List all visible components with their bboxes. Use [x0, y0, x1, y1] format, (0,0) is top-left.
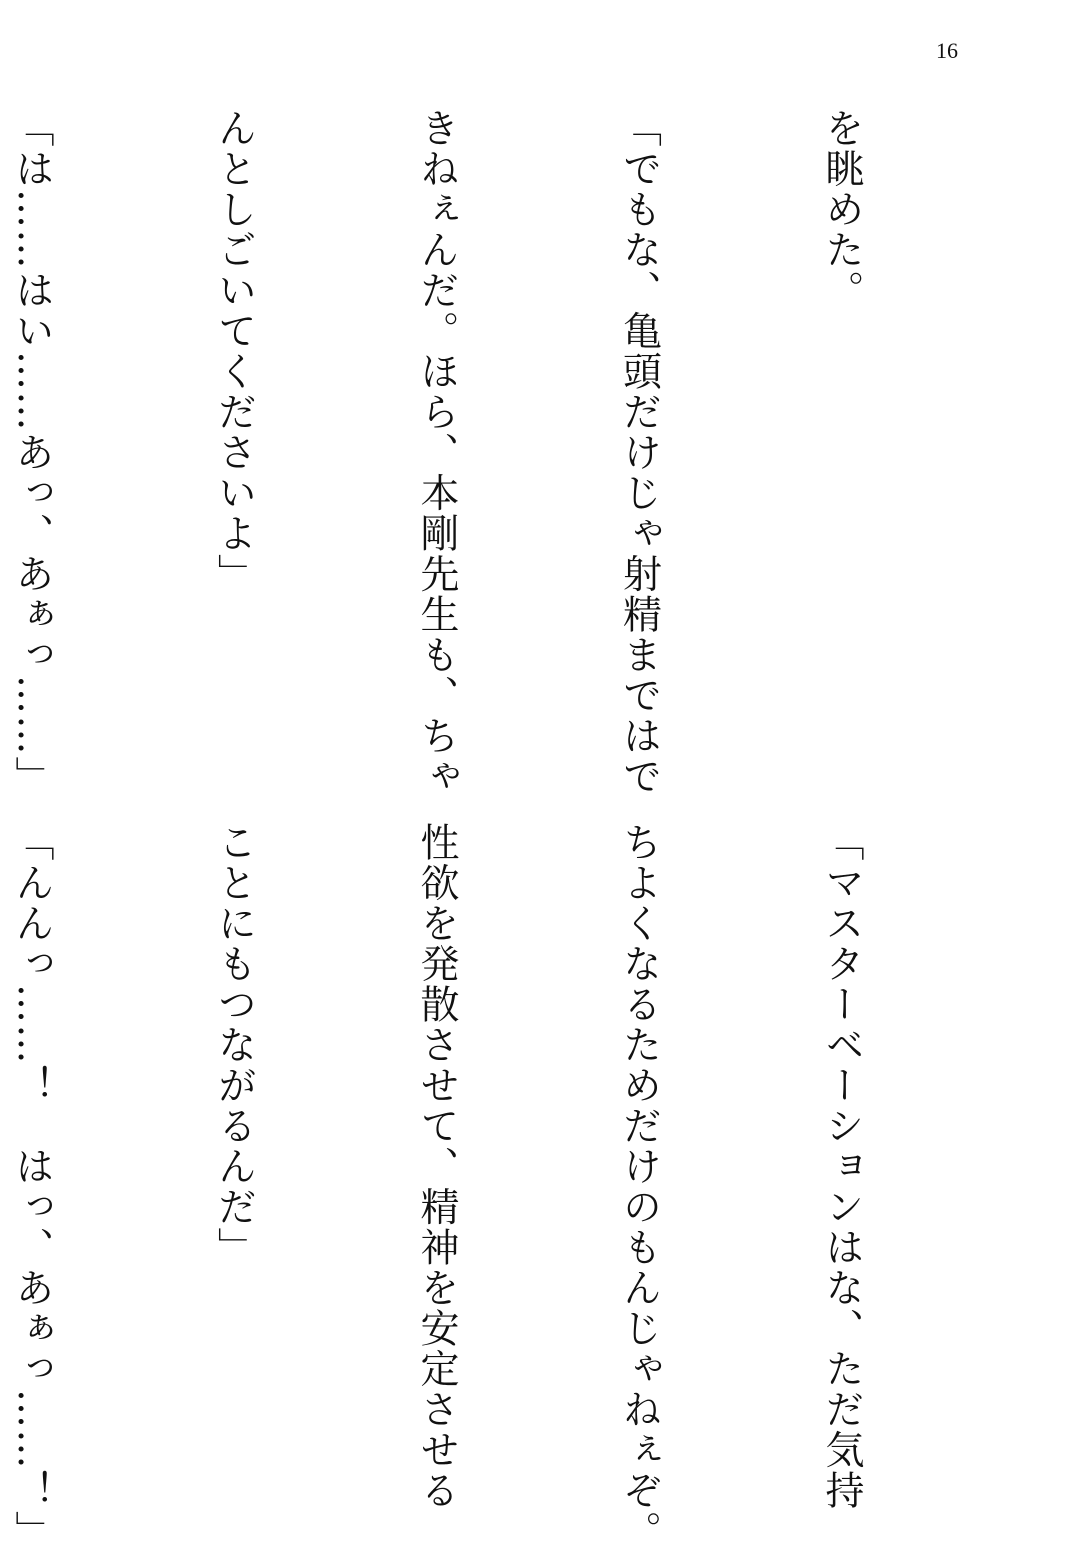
text-line: 「マスターベーションはな、ただ気持 — [819, 822, 864, 1511]
text-line: ことにもつながるんだ」 — [211, 822, 257, 1268]
upper-text-block — [0, 108, 1010, 797]
text-line: を眺めた。 — [819, 108, 864, 311]
text-line: 「は……はい……あっ、あぁっ……」 — [9, 108, 54, 797]
lower-text-block — [0, 822, 1010, 1551]
text-line: 「でもな、亀頭だけじゃ射精まではで — [616, 108, 662, 797]
text-line: ちよくなるためだけのもんじゃねぇぞ。 — [616, 822, 662, 1551]
text-line: 「んんっ……！ はっ、あぁっ……！」 — [9, 822, 54, 1551]
text-line: 性欲を発散させて、精神を安定させる — [414, 822, 459, 1511]
text-line: きねぇんだ。ほら、本剛先生も、ちゃ — [414, 108, 459, 797]
text-line: んとしごいてくださいよ」 — [211, 108, 257, 594]
page-number: 16 — [936, 38, 958, 63]
